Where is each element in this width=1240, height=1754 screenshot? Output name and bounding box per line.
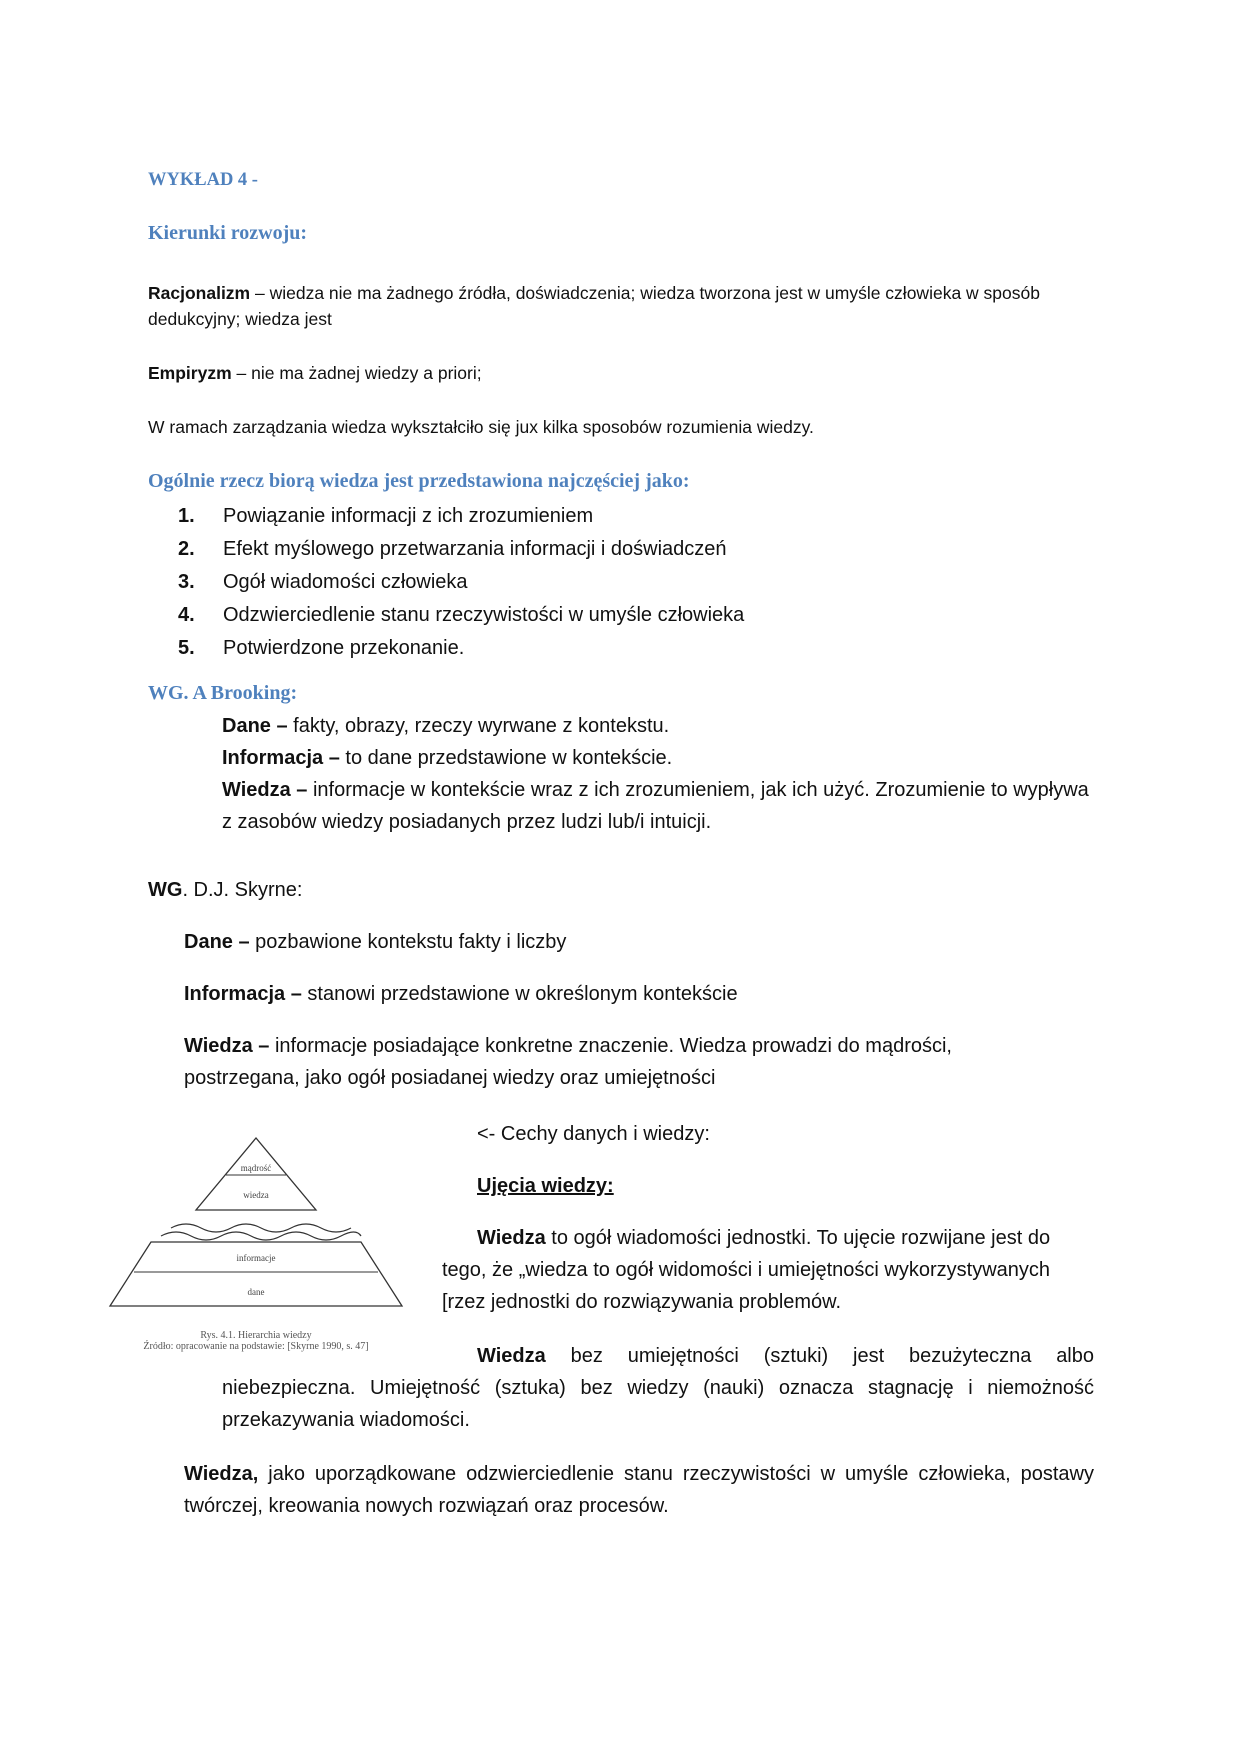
list-item: 5. Potwierdzone przekonanie.: [178, 637, 465, 659]
lecture-title: WYKŁAD 4 -: [148, 170, 258, 190]
list-item: 1. Powiązanie informacji z ich zrozumieniem: [178, 505, 594, 527]
brooking-dane: Dane – fakty, obrazy, rzeczy wyrwane z kontekstu.: [222, 715, 670, 737]
brooking-informacja: Informacja – to dane przedstawione w kontekście.: [222, 747, 673, 769]
ujecia-paragraph-2: Wiedza bez umiejętności (sztuki) jest bezużyteczna albo niebezpieczna. Umiejętność (sztuka) bez wiedzy (nauki) oznacza stagnację i niemożność przekazywania wiadomości.: [222, 1345, 1094, 1431]
level-dane: dane: [247, 1287, 265, 1297]
ujecia-paragraph-1: Wiedza to ogół wiadomości jednostki. To ujęcie rozwijane jest do tego, że „wiedza to ogół widomości i umiejętności wykorzystywanych [rzez jednostki do rozwiązywania problemów.: [442, 1227, 1051, 1313]
list-item: 2. Efekt myślowego przetwarzania informacji i doświadczeń: [178, 538, 727, 560]
cechy-note: <- Cechy danych i wiedzy:: [477, 1123, 710, 1145]
empiricism-term: Empiryzm: [148, 363, 232, 383]
knowledge-pyramid-figure: [106, 1132, 406, 1314]
brooking-wiedza: Wiedza – informacje w kontekście wraz z ich zrozumieniem, jak ich użyć. Zrozumienie to wypływa z zasobów wiedzy posiadanych przez ludzi lub/i intuicji.: [222, 779, 1089, 833]
ujecia-heading: Ujęcia wiedzy:: [477, 1175, 614, 1197]
general-heading: Ogólnie rzecz biorą wiedza jest przedstawiona najczęściej jako:: [148, 470, 690, 492]
level-wiedza: wiedza: [243, 1190, 269, 1200]
rationalism-text: – wiedza nie ma żadnego źródła, doświadczenia; wiedza tworzona jest w umyśle człowieka w sposób dedukcyjny; wiedza jest: [148, 283, 1040, 329]
section-title: Kierunki rozwoju:: [148, 222, 308, 244]
level-madrosc: mądrość: [240, 1163, 272, 1173]
empiricism-paragraph: [148, 360, 1048, 386]
skyrne-wiedza: Wiedza – informacje posiadające konkretne znaczenie. Wiedza prowadzi do mądrości, postrzegana, jako ogół posiadanej wiedzy oraz umiejętności: [184, 1035, 952, 1089]
figure-caption-title: Rys. 4.1. Hierarchia wiedzy: [200, 1330, 312, 1341]
rationalism-term: Racjonalizm: [148, 283, 251, 303]
management-paragraph: W ramach zarządzania wiedza wykształciło się jux kilka sposobów rozumienia wiedzy.: [148, 417, 814, 437]
list-item: 4. Odzwierciedlenie stanu rzeczywistości w umyśle człowieka: [178, 604, 745, 626]
wavy-break-upper: [171, 1224, 351, 1232]
list-item: 3. Ogół wiadomości człowieka: [178, 571, 468, 593]
figure-caption-source: Źródło: opracowanie na podstawie: [Skyrne 1990, s. 47]: [143, 1341, 369, 1352]
definition-list: [178, 500, 744, 665]
skyrne-dane: Dane – pozbawione kontekstu fakty i liczby: [184, 931, 567, 953]
ujecia-paragraph-3: Wiedza, jako uporządkowane odzwierciedlenie stanu rzeczywistości w umyśle człowieka, postawy twórczej, kreowania nowych rozwiązań oraz procesów.: [184, 1463, 1094, 1517]
skyrne-heading: WG. D.J. Skyrne:: [148, 879, 303, 901]
empiricism-text: – nie ma żadnej wiedzy a priori;: [231, 363, 482, 383]
skyrne-informacja: Informacja – stanowi przedstawione w określonym kontekście: [184, 983, 738, 1005]
rationalism-paragraph: [148, 280, 1048, 332]
brooking-heading: WG. A Brooking:: [148, 682, 298, 704]
level-informacje: informacje: [236, 1253, 276, 1263]
wavy-break-lower: [161, 1232, 361, 1240]
